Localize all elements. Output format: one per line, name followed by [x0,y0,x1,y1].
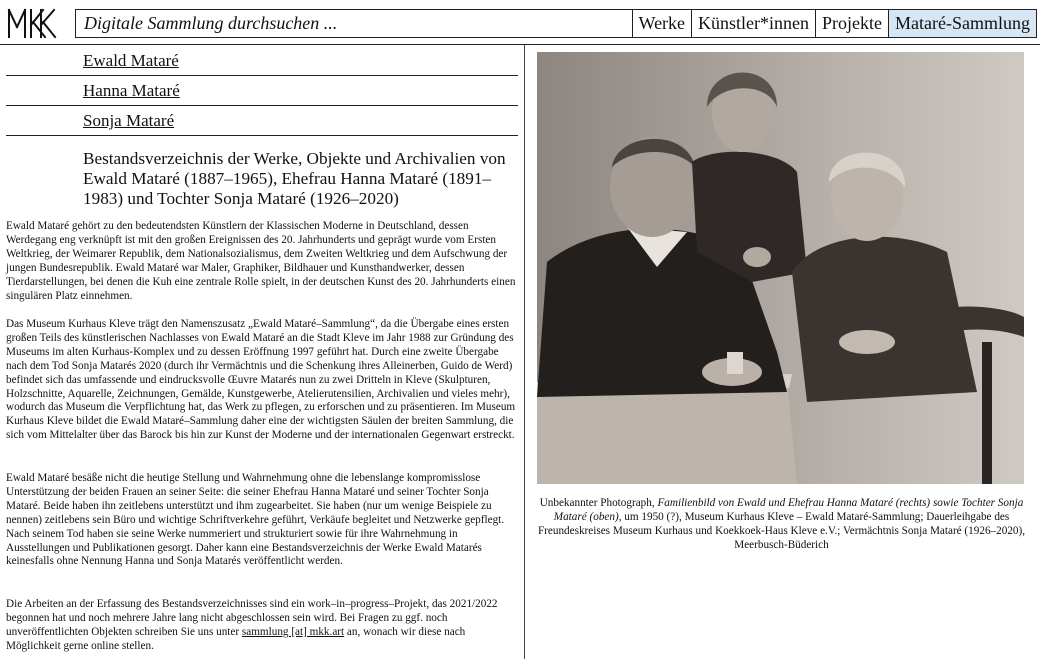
caption-rest: , um 1950 (?), Museum Kurhaus Kleve – Ewald Mataré-Sammlung; Dauerleihgabe des Freundeskreises Museum Kurhaus und Koekkoek-Haus Kleve e.V.; Vermächtnis Sonja Mataré (1926–2020), Meerbusch-Büderich [537,511,1026,551]
paragraph-museum: Das Museum Kurhaus Kleve trägt den Namenszusatz „Ewald Mataré–Sammlung“, da die Übergabe eines ersten großen Teils des künstlerischen Nachlasses von Ewald Mataré an die Stadt Kleve im Jahr 1988 zur Gründung des Museums im alten Kurhaus-Komplex und zu dessen Eröffnung 1997 geführt hat. Durch eine zweite Übergabe nach dem Tod Sonja Matarés 2020 (durch ihr Vermächtnis und die Schenkung ihres Alleinerben, Guido de Werd) befindet sich das umfassende und eindrucksvolle Œuvre Matarés nun zu zwei Dritteln in Kleve (Skulpturen, Holzschnitte, Aquarelle, Zeichnungen, Gemälde, Kunstgewerbe, Atelierutensilien, Archivalien und vieles mehr), wodurch das Museum die Verpflichtung hat, das Werk zu pflegen, zu erforschen und zu präsentieren. Im Museum Kurhaus Kleve bildet die Ewald Mataré–Sammlung daher eine der wichtigsten Säulen der breiten Sammlung, die sich vom Mittelalter über das Barock bis hin zur Kunst der Moderne und der internationalen Gegenwart erstreckt. [6,318,516,442]
paragraph-project-text: Die Arbeiten an der Erfassung des Bestandsverzeichnisses sind ein work–in–progress–Projekt, das 2021/2022 begonnen hat und noch mehrere Jahre lang nicht abgeschlossen sein wird. Bei Fragen zu ggf. noch unveröffentlichten Objekten schreiben Sie uns unter [6,598,498,638]
person-link-ewald[interactable] [6,46,518,76]
photo-caption [533,496,1030,552]
caption-title: Familienbild von Ewald und Ehefrau Hanna Mataré (rechts) sowie Tochter Sonja Mataré (oben) [553,497,1024,523]
family-photo [537,52,1024,484]
person-link-hanna[interactable] [6,76,518,106]
paragraph-intro: Ewald Mataré gehört zu den bedeutendsten Künstlern der Klassischen Moderne in Deutschland, dessen Werdegang eng verknüpft ist mit den großen Ereignissen des 20. Jahrhunderts und geprägt wurde vom Ersten Weltkrieg, der Weimarer Republik, dem Nationalsozialismus, dem Zweiten Weltkrieg und dem Aufschwung der jungen Bundesrepublik. Ewald Mataré war Maler, Graphiker, Bildhauer und Kunsthandwerker, dessen Tierdarstellungen, bei denen die Kuh eine zentrale Rolle spielt, in der deutschen Kunst des 20. Jahrhunderts einen singulären Platz einnehmen. [6,220,516,302]
mkk-logo[interactable] [7,7,57,39]
paragraph-women: Ewald Mataré besäße nicht die heutige Stellung und Wahrnehmung ohne die lebenslange kompromisslose Unterstützung der beiden Frauen an seiner Seite: die seiner Ehefrau Hanna Mataré und seiner Tochter Sonja Mataré. Beide haben ihn zeitlebens unterstützt und ihm zugearbeitet. Sie haben (nur um wenige Beispiele zu nennen) zeitlebens sein Büro und wichtige Schriftverkehre geführt, Verkäufe begleitet und Netzwerke gepflegt. Nach seinem Tod haben sie seine Werke nummeriert und strukturiert sowie für ihre Wahrnehmung in Ausstellungen und Publikationen gesorgt. Daher kann eine Bestandsverzeichnis der Werke Ewald Matarés keinesfalls ohne Nennung Hanna und Sonja Matarés veröffentlicht werden. [6,472,505,568]
person-link-label[interactable]: Hanna Mataré [83,81,180,100]
person-link-sonja[interactable] [6,106,518,136]
person-link-label[interactable]: Sonja Mataré [83,111,175,130]
family-photo-graphic [537,52,1024,484]
header-bar [75,9,1037,38]
paragraph-project-text-end: an, wonach wir diese nach Möglichkeit gerne online stellen. [6,625,466,652]
mkk-logo-graphic [7,7,57,39]
nav-item-kuenstlerinnen[interactable]: Künstler*innen [691,10,815,37]
nav-item-werke[interactable]: Werke [632,10,692,37]
nav-item-matare-sammlung[interactable]: Mataré-Sammlung [888,10,1036,37]
header-divider [0,44,1040,45]
person-link-label[interactable]: Ewald Mataré [83,51,179,70]
column-divider [524,45,525,659]
caption-prefix: Unbekannter Photograph, [539,497,658,509]
search-input[interactable] [76,10,632,37]
page-title: Bestandsverzeichnis der Werke, Objekte und Archivalien von Ewald Mataré (1887–1965), Ehefrau Hanna Mataré (1891–1983) und Tochter Sonja Mataré (1926–2020) [83,149,506,208]
paragraph-project [6,598,519,654]
nav-item-projekte[interactable]: Projekte [815,10,888,37]
email-link[interactable]: sammlung [at] mkk.art [241,625,345,638]
